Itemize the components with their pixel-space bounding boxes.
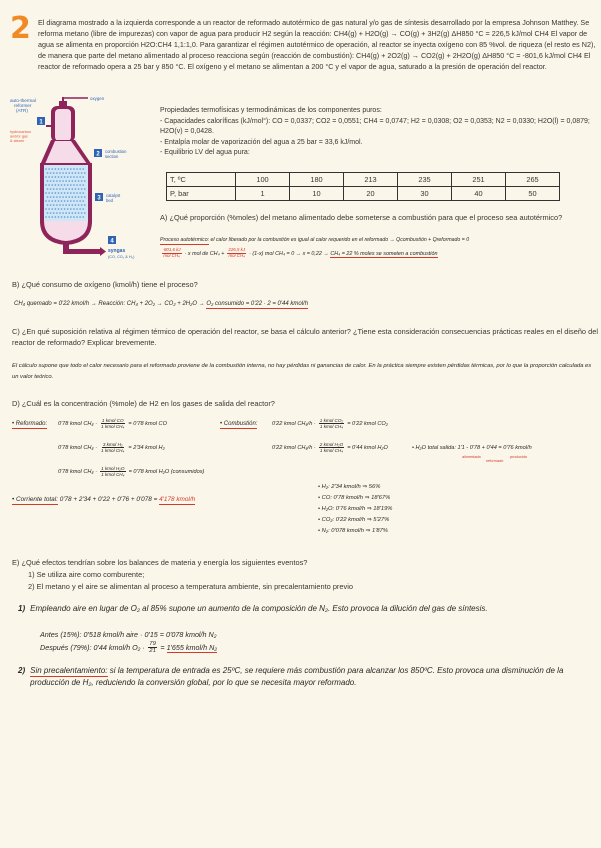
before-label: Antes (15%): — [40, 630, 82, 639]
properties-block — [160, 106, 596, 159]
problem-statement: El diagrama mostrado a la izquierda corresponde a un reactor de reformado autotérmico de gas natural y/o gas de síntesis desarrollado por la empresa Johnson Matthey. Se reforma metano (libre de impurezas) con vapor de agua para producir H2 según la reacción: CH4(g) + H2O(g) → CO(g) + 3H2(g) ΔH850 °C = 226,5 kJ/mol CH4 El vapor de agua se alimenta en proporción H2O:CH4 1,1:1,0. Para garantizar el régimen autotérmico de operación, al reactor se inyecta oxígeno con 85 %vol. de riqueza (el resto es N2), de manera que parte del metano alimentado al proceso reacciona según (reacción de combustión): CH4(g) + 2O2(g) → CO2(g) + 2H2O(g) ΔH850 °C = -801,6 kJ/mol CH4 El reactor de reformado opera a 25 bar y 850 °C. El oxígeno y el metano se alimentan a 200 °C y el vapor de agua, saturado a la presión de operación del reactor. — [38, 18, 596, 71]
diagram-title-line-2: reformer — [14, 103, 32, 108]
list-item: • H₂: 2'34 kmol/h ⇒ 56% — [318, 484, 381, 490]
water-note-reformed: reformado — [486, 459, 504, 463]
diagram-title-line-3: (ATR) — [16, 108, 28, 113]
table-row-temperature — [167, 173, 560, 187]
catalyst-label-line-2: bed — [106, 198, 113, 203]
table-cell: 180 — [290, 173, 344, 187]
table-cell: 235 — [398, 173, 452, 187]
fraction-numerator: 1 kmol CO — [101, 418, 124, 423]
total-stream-result: 4'178 kmol/h — [159, 496, 196, 503]
fraction-numerator: 79 — [149, 641, 156, 647]
row-left: 0'22 kmol CH₄/h · — [272, 445, 316, 452]
oxygen-consumed-result: O₂ consumido = 0'22 · 2 = 0'44 kmol/h — [206, 301, 309, 307]
answer-c: El cálculo supone que todo el calor necesario para el reformado proviene de la combustión interna, no hay pérdidas ni ganancias de calor. En la práctica siempre existen pérdidas térmicas, por lo que la proporción calculada es un valor teórico. — [12, 363, 592, 380]
vle-caption: - Equilibrio LV del agua pura: — [160, 149, 250, 156]
table-cell: 1 — [236, 187, 290, 201]
table-cell: 251 — [452, 173, 506, 187]
oxygen-label: oxygen — [90, 96, 105, 101]
question-e: E) ¿Qué efectos tendrían sobre los balances de materia y energía los siguientes eventos? — [12, 558, 308, 567]
row-right: = 0'78 kmol CO — [128, 421, 167, 428]
fraction-denominator: 1 kmol CH₄ — [319, 448, 344, 454]
row-right: = 2'34 kmol H₂ — [128, 445, 165, 452]
fraction-numerator: 1 kmol CO₂ — [319, 418, 344, 423]
outlet-arrow-icon — [100, 247, 106, 256]
fraction-numerator: 3 kmol H₂ — [102, 442, 123, 447]
reforming-heat-fraction — [227, 248, 246, 259]
answer-e-1 — [18, 603, 596, 615]
question-b: B) ¿Qué consumo de oxígeno (kmol/h) tiene el proceso? — [12, 280, 198, 289]
conversion-fraction — [319, 418, 344, 429]
properties-title: Propiedades termofísicas y termodinámicas de los componentes puros: — [160, 107, 382, 114]
after-equals: = — [160, 642, 165, 652]
answer-e-2-text: si la temperatura de entrada es 25ºC, se requiere más combustión para alcanzar los 850ºC. Esto provoca una disminución de la producción de H₂, reduciendo la conversión global, por lo que se necesita mayor reformado. — [30, 666, 564, 687]
outlet-pipe-horizontal — [63, 249, 100, 254]
heat-capacities: - Capacidades caloríficas (kJ/mol°): CO = 0,0337; CO2 = 0,0551; CH4 = 0,0747; H2 = 0,0308; O2 = 0,0353; N2 = 0,0330; H2O(l) = 0,0879; H2O(v) = 0,0428. — [160, 117, 590, 135]
vaporization-enthalpy: - Entalpía molar de vaporización del agua a 25 bar = 33,6 kJ/mol. — [160, 138, 363, 146]
vle-table — [166, 172, 560, 201]
question-a: A) ¿Qué proporción (%moles) del metano alimentado debe someterse a combustión para que el proceso sea autotérmico? — [160, 213, 563, 222]
table-cell: 20 — [344, 187, 398, 201]
row-right: = 0'78 kmol H₂O (consumidos) — [128, 469, 205, 476]
atr-diagram-svg — [8, 95, 153, 260]
table-cell: 30 — [398, 187, 452, 201]
fraction-numerator: 1 kmol H₂O — [101, 466, 125, 471]
conversion-fraction — [100, 442, 125, 453]
answer-e-1-number: 1) — [18, 604, 26, 613]
total-stream-label: • Corriente total: — [12, 496, 58, 503]
list-item: • H₂O: 0'76 kmol/h ⇒ 18'19% — [318, 506, 393, 512]
total-stream-sum: 0'78 + 2'34 + 0'22 + 0'76 + 0'078 = — [59, 496, 158, 503]
table-cell: T, ºC — [167, 173, 236, 187]
conversion-fraction — [319, 442, 344, 453]
air-ratio-fraction — [148, 641, 157, 655]
problem-number: 2 — [10, 11, 31, 46]
before-calc: 0'518 kmol/h aire · 0'15 = 0'078 kmol/h N₂ — [83, 630, 217, 639]
fraction-numerator: -801,6 kJ — [162, 247, 181, 252]
water-note-produced: producida — [510, 455, 527, 459]
answer-e-1-text: Empleando aire en lugar de O₂ al 85% supone un aumento de la composición de N₂. Esto provoca la dilución del gas de síntesis. — [30, 604, 488, 613]
catalyst-label-line-1: catalyst — [106, 193, 121, 198]
list-item: • CO₂: 0'22 kmol/h ⇒ 5'27% — [318, 517, 390, 523]
marker-4-label: 4 — [110, 238, 114, 245]
answer-a-explanation: el calor liberado por la combustión es igual al calor requerido en el reformado → Qcombustión + Qreformado = 0 — [210, 237, 470, 243]
table-cell: 213 — [344, 173, 398, 187]
reforming-term: · (1-x) mol CH₄ = 0 → x = 0,22 → — [249, 250, 329, 257]
fraction-denominator: 1 kmol CH₄ — [101, 424, 125, 430]
fraction-denominator: mol CH₄ — [163, 252, 180, 258]
fraction-denominator: 21 — [149, 648, 156, 655]
water-note-fed: alimentada — [462, 455, 481, 459]
fraction-denominator: 1 kmol CH₄ — [319, 424, 344, 430]
fraction-numerator: 2 kmol H₂O — [319, 442, 344, 447]
reformado-row-co — [58, 418, 167, 429]
row-right: = 0'22 kmol CO₂ — [347, 421, 388, 428]
marker-3-label: 3 — [97, 195, 101, 202]
reformado-row-h2o — [58, 466, 204, 477]
after-result: 1'655 kmol/h N₂ — [166, 642, 218, 652]
answer-a-result: CH₄ = 22 % moles se someten a combustión — [330, 250, 438, 257]
answer-e-2-label: Sin precalentamiento: — [30, 666, 108, 675]
combustion-label — [220, 421, 257, 427]
question-d: D) ¿Cuál es la concentración (%mole) de H2 en los gases de salida del reactor? — [12, 399, 275, 408]
table-cell: 40 — [452, 187, 506, 201]
answer-a-label: Proceso autotérmico: — [160, 237, 210, 243]
combustion-label-text: • Combustión: — [220, 421, 258, 427]
combustion-row-co2 — [272, 418, 388, 429]
list-item: • N₂: 0'078 kmol/h ⇒ 1'87% — [318, 528, 388, 534]
marker-1-label: 1 — [39, 119, 43, 126]
question-e-event-1: 1) Se utiliza aire como comburente; — [28, 570, 145, 579]
question-e-event-2: 2) El metano y el aire se alimentan al proceso a temperatura ambiente, sin precalentamiento previo — [28, 582, 353, 591]
fraction-numerator: 226,5 kJ — [228, 247, 246, 252]
after-calc: 0'44 kmol/h O₂ · — [93, 642, 145, 652]
fraction-denominator: 1 kmol CH₄ — [101, 448, 125, 454]
answer-e-1-before — [40, 630, 216, 639]
row-left: 0'22 kmol CH₄/h · — [272, 421, 316, 428]
combustion-heat-fraction — [162, 248, 182, 259]
water-total: • H₂O total salida: 1'1 - 0'78 + 0'44 = 0'76 kmol/h — [412, 445, 532, 451]
combustion-row-h2o — [272, 442, 388, 453]
table-cell: 10 — [290, 187, 344, 201]
combustion-label-line-1: combustion — [105, 149, 127, 154]
table-cell: 265 — [506, 173, 560, 187]
reformado-row-h2 — [58, 442, 165, 453]
row-left: 0'78 kmol CH₄ · — [58, 469, 98, 476]
row-left: 0'78 kmol CH₄ · — [58, 421, 98, 428]
answer-b — [14, 301, 308, 307]
row-left: 0'78 kmol CH₄ · — [58, 445, 98, 452]
conversion-fraction — [100, 418, 125, 429]
answer-a-line-1 — [160, 237, 469, 243]
row-right: = 0'44 kmol H₂O — [347, 445, 388, 452]
marker-2-label: 2 — [96, 151, 100, 158]
diagram-title-line-1: auto-thermal — [10, 98, 36, 103]
feed-label-line-1: hydrocarbon — [10, 130, 32, 134]
fraction-denominator: 1 kmol CH₄ — [101, 472, 125, 478]
atr-diagram — [8, 95, 153, 260]
answer-e-2-number: 2) — [18, 666, 26, 675]
reactor-neck-interior — [55, 109, 71, 141]
syngas-detail: (CO, CO₂ & H₂) — [108, 255, 135, 259]
methane-burned: CH₄ quemado = 0'22 kmol/h — [14, 301, 90, 307]
answer-e-1-after — [40, 641, 217, 655]
total-stream — [12, 496, 195, 503]
combustion-label-line-2: section — [105, 154, 119, 159]
table-cell: 100 — [236, 173, 290, 187]
table-cell: P, bar — [167, 187, 236, 201]
list-item: • CO: 0'78 kmol/h ⇒ 18'67% — [318, 495, 391, 501]
feed-label-line-3: & steam — [10, 139, 24, 143]
composition-list — [318, 482, 392, 537]
conversion-fraction — [100, 466, 125, 477]
syngas-label: syngas — [108, 248, 126, 254]
vle-table-wrapper — [166, 172, 560, 201]
feed-label-line-2: and/or gas — [10, 134, 28, 139]
answer-e-2-body — [30, 665, 596, 689]
table-row-pressure — [167, 187, 560, 201]
combustion-term: · x mol de CH₄ + — [184, 250, 225, 257]
combustion-reaction: → Reacción: CH₄ + 2O₂ → CO₂ + 2H₂O → — [90, 301, 205, 307]
fraction-denominator: mol CH₄ — [228, 252, 245, 258]
answer-a-line-2 — [160, 248, 438, 259]
answer-e-2 — [18, 665, 596, 689]
after-label: Después (79%): — [40, 642, 92, 652]
reformado-label — [12, 421, 47, 427]
table-cell: 50 — [506, 187, 560, 201]
question-c: C) ¿En qué suposición relativa al régimen térmico de operación del reactor, se basa el cálculo anterior? ¿Tiene esta consideración consecuencias prácticas reales en el diseño del reactor de reformado? Explicar brevemente. — [12, 327, 598, 347]
reformado-label-text: • Reformado: — [12, 421, 48, 427]
